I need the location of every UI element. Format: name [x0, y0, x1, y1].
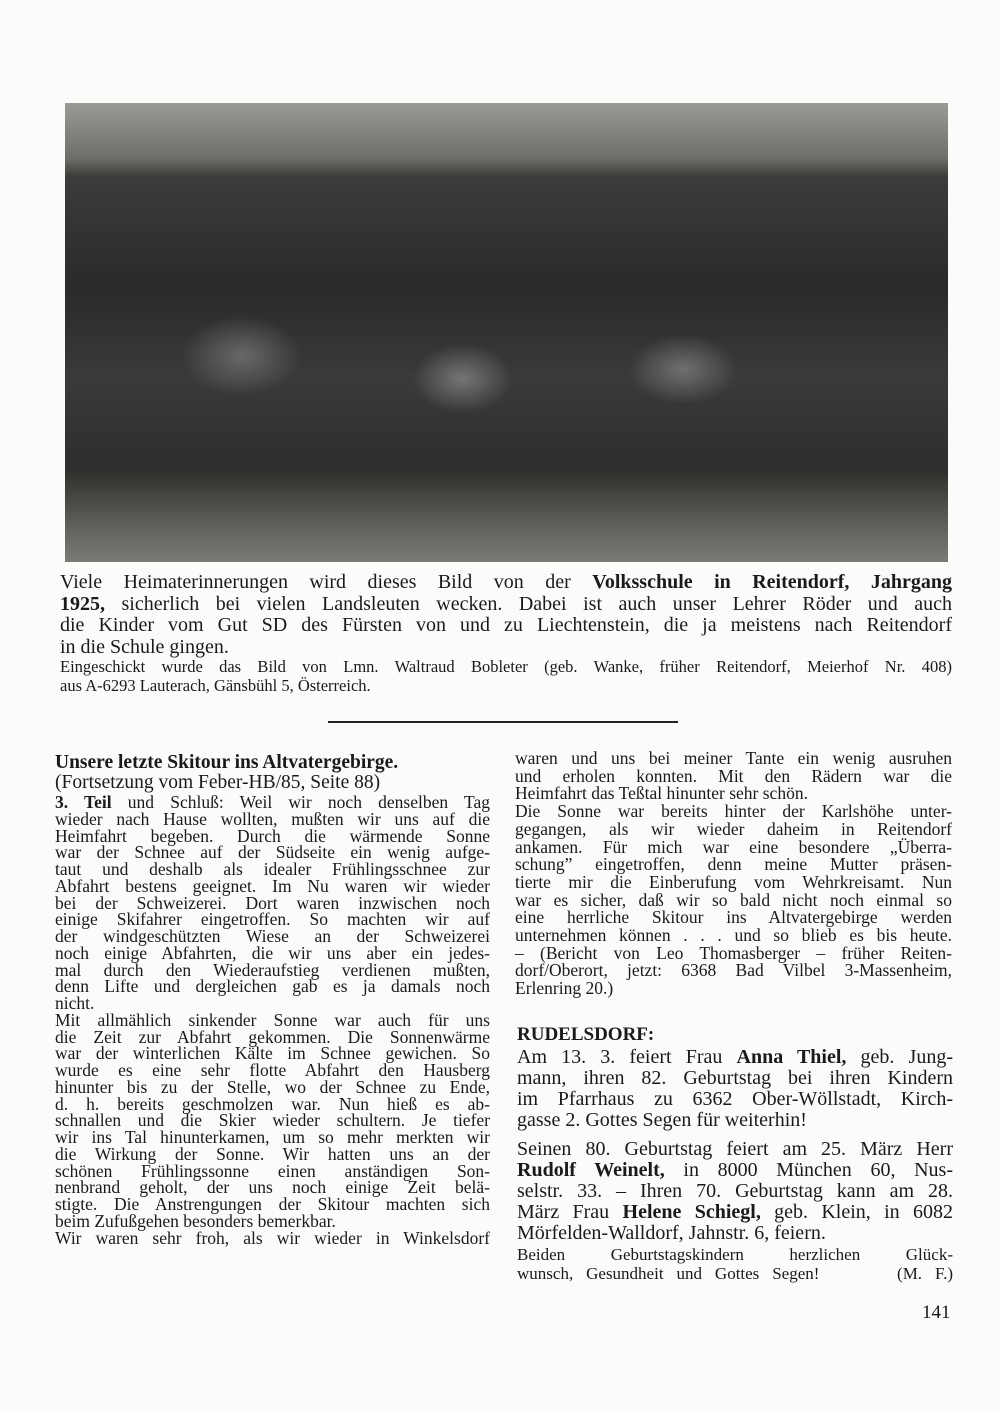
birthday-notice [517, 1047, 953, 1131]
text-line: und erholen konnten. Mit den Rädern war die [515, 765, 952, 786]
text-line: denn Lifte und dergleichen gab es ja damals noch [55, 976, 490, 997]
article-column-left [55, 794, 490, 1246]
text-line: nicht. [55, 993, 95, 1013]
text-line: Heimfahrt das Teßtal hinunter sehr schön. [515, 783, 808, 804]
text-line: schnallen und die Skier wieder schultern. Je tiefer [55, 1110, 490, 1131]
text-line: der windgeschützten Wiese an der Schweizerei [55, 926, 490, 946]
birthday-notice [517, 1139, 953, 1244]
text-line: Mit allmählich sinkender Sonne war auch für uns [55, 1009, 490, 1030]
text-line: Wir waren sehr froh, als wir wieder in Winkelsdorf [55, 1227, 490, 1248]
rudelsdorf-heading: RUDELSDORF: [517, 1024, 655, 1045]
article-paragraph [515, 750, 952, 803]
text-line: schönen Frühlingssonne einen anständigen Son- [55, 1160, 490, 1181]
article-paragraph [55, 794, 490, 1012]
text-line: Mörfelden-Walldorf, Jahnstr. 6, feiern. [517, 1222, 826, 1244]
article-paragraph [55, 1009, 490, 1231]
text-line: nenbrand geholt, der uns noch einige Zeit belä- [55, 1177, 490, 1198]
text-line: taut und deshalb als idealer Frühlingsschnee zur [55, 859, 490, 879]
text-line: Rudolf Weinelt, in 8000 München 60, Nus- [517, 1159, 953, 1181]
text-line: selstr. 33. – Ihren 70. Geburtstag kann am 28. [517, 1180, 953, 1202]
text-line: einige Skifahrer eingetroffen. So machten wir auf [55, 909, 490, 930]
text-line: 3. Teil und Schluß: Weil wir noch denselben Tag [55, 792, 490, 812]
text-line: bei der Schweizerei. Dort waren inzwischen noch [55, 892, 490, 913]
text-line: dorf/Oberort, jetzt: 6368 Bad Vilbel 3-Massenheim, [515, 960, 952, 981]
text-line: Eingeschickt wurde das Bild von Lmn. Waltraud Bobleter (geb. Wanke, früher Reitendorf, Meierhof Nr. 408) [60, 657, 952, 676]
text-line: 1925, sicherlich bei vielen Landsleuten wecken. Dabei ist auch unser Lehrer Röder und auch [60, 592, 952, 615]
article-title: Unsere letzte Skitour ins Altvatergebirge. [55, 752, 399, 773]
text-line: war der winterlichen Kälte im Schnee gewichen. So [55, 1043, 490, 1064]
text-line: in die Schule gingen. [60, 635, 229, 658]
text-line: noch einige Abfahrten, die wir uns aber ein jedes- [55, 942, 490, 963]
text-line: unternehmen können . . . und so blieb es bis heute. [515, 925, 952, 946]
text-line: stigte. Die Anstrengungen der Skitour machten sich [55, 1194, 490, 1214]
birthday-wishes [517, 1245, 953, 1283]
text-line: aus A-6293 Lauterach, Gänsbühl 5, Österreich. [60, 676, 371, 695]
text-line: ankamen. Für mich war eine besondere „Überra- [515, 836, 952, 857]
text-line: im Pfarrhaus zu 6362 Ober-Wöllstadt, Kirch- [517, 1088, 953, 1110]
text-line: Beiden Geburtstagskindern herzlichen Glück- [517, 1245, 953, 1264]
text-line: war es sicher, daß wir so bald nicht noch einmal so [515, 889, 952, 910]
text-line: wir ins Tal hinunterkamen, um so mehr merkten wir [55, 1127, 490, 1147]
article-paragraph [515, 803, 952, 998]
article-paragraph [55, 1227, 490, 1248]
text-line: wieder nach Hause wollten, mußten wir uns auf die [55, 808, 490, 829]
text-line: schung” eingetroffen, denn meine Mutter präsen- [515, 854, 952, 875]
text-line: waren und uns bei meiner Tante ein wenig ausruhen [515, 748, 952, 768]
text-line: hinunter bis zu der Stelle, wo der Schnee zu Ende, [55, 1076, 490, 1097]
text-line: gegangen, als wir wieder daheim in Reitendorf [515, 818, 952, 839]
text-line: die Kinder vom Gut SD des Fürsten von und zu Liechtenstein, die ja meistens nach Reitendorf [60, 614, 952, 636]
text-line: d. h. bereits geschmolzen war. Nun hieß es ab- [55, 1093, 490, 1114]
text-line: Erlenring 20.) [515, 978, 614, 999]
article-subtitle: (Fortsetzung vom Feber-HB/85, Seite 88) [55, 772, 381, 793]
text-line: die Wirkung der Sonne. Wir hatten uns an der [55, 1143, 490, 1164]
text-line: März Frau Helene Schiegl, geb. Klein, in 6082 [517, 1201, 953, 1223]
text-line: Am 13. 3. feiert Frau Anna Thiel, geb. Jung- [517, 1046, 953, 1068]
text-line: beim Zufußgehen besonders bemerkbar. [55, 1210, 336, 1231]
text-line: Die Sonne war bereits hinter der Karlshöhe unter- [515, 801, 952, 822]
text-line: Abfahrt bestens geeignet. Im Nu waren wir wieder [55, 875, 490, 896]
text-line: mann, ihren 82. Geburtstag bei ihren Kindern [517, 1067, 953, 1089]
text-line: wurde es eine sehr flotte Abfahrt den Hausberg [55, 1060, 490, 1080]
class-photo [65, 103, 948, 562]
text-line: wunsch, Gesundheit und Gottes Segen! (M. F.) [517, 1264, 953, 1283]
text-line: die Zeit zur Abfahrt gekommen. Die Sonnenwärme [55, 1026, 490, 1047]
text-line: Seinen 80. Geburtstag feiert am 25. März Herr [517, 1138, 953, 1160]
text-line: eine herrliche Skitour ins Altvatergebirge werden [515, 907, 952, 928]
text-line: gasse 2. Gottes Segen für weiterhin! [517, 1109, 807, 1131]
text-line: tierte mir die Einberufung vom Wehrkreisamt. Nun [515, 871, 952, 892]
section-divider [328, 721, 678, 723]
text-line: – (Bericht von Leo Thomasberger – früher Reiten- [515, 942, 952, 963]
photo-sender-note [60, 657, 952, 695]
text-line: mal durch den Wiederaufstieg verdienen mußten, [55, 959, 490, 980]
article-column-right [515, 750, 952, 998]
text-line: war der Schnee auf der Südseite ein wenig aufge- [55, 842, 490, 863]
text-line: Heimfahrt begeben. Durch die wärmende Sonne [55, 825, 490, 846]
photo-caption [60, 572, 952, 658]
page-number: 141 [922, 1302, 951, 1323]
text-line: Viele Heimaterinnerungen wird dieses Bild von der Volksschule in Reitendorf, Jahrgang [60, 571, 952, 593]
